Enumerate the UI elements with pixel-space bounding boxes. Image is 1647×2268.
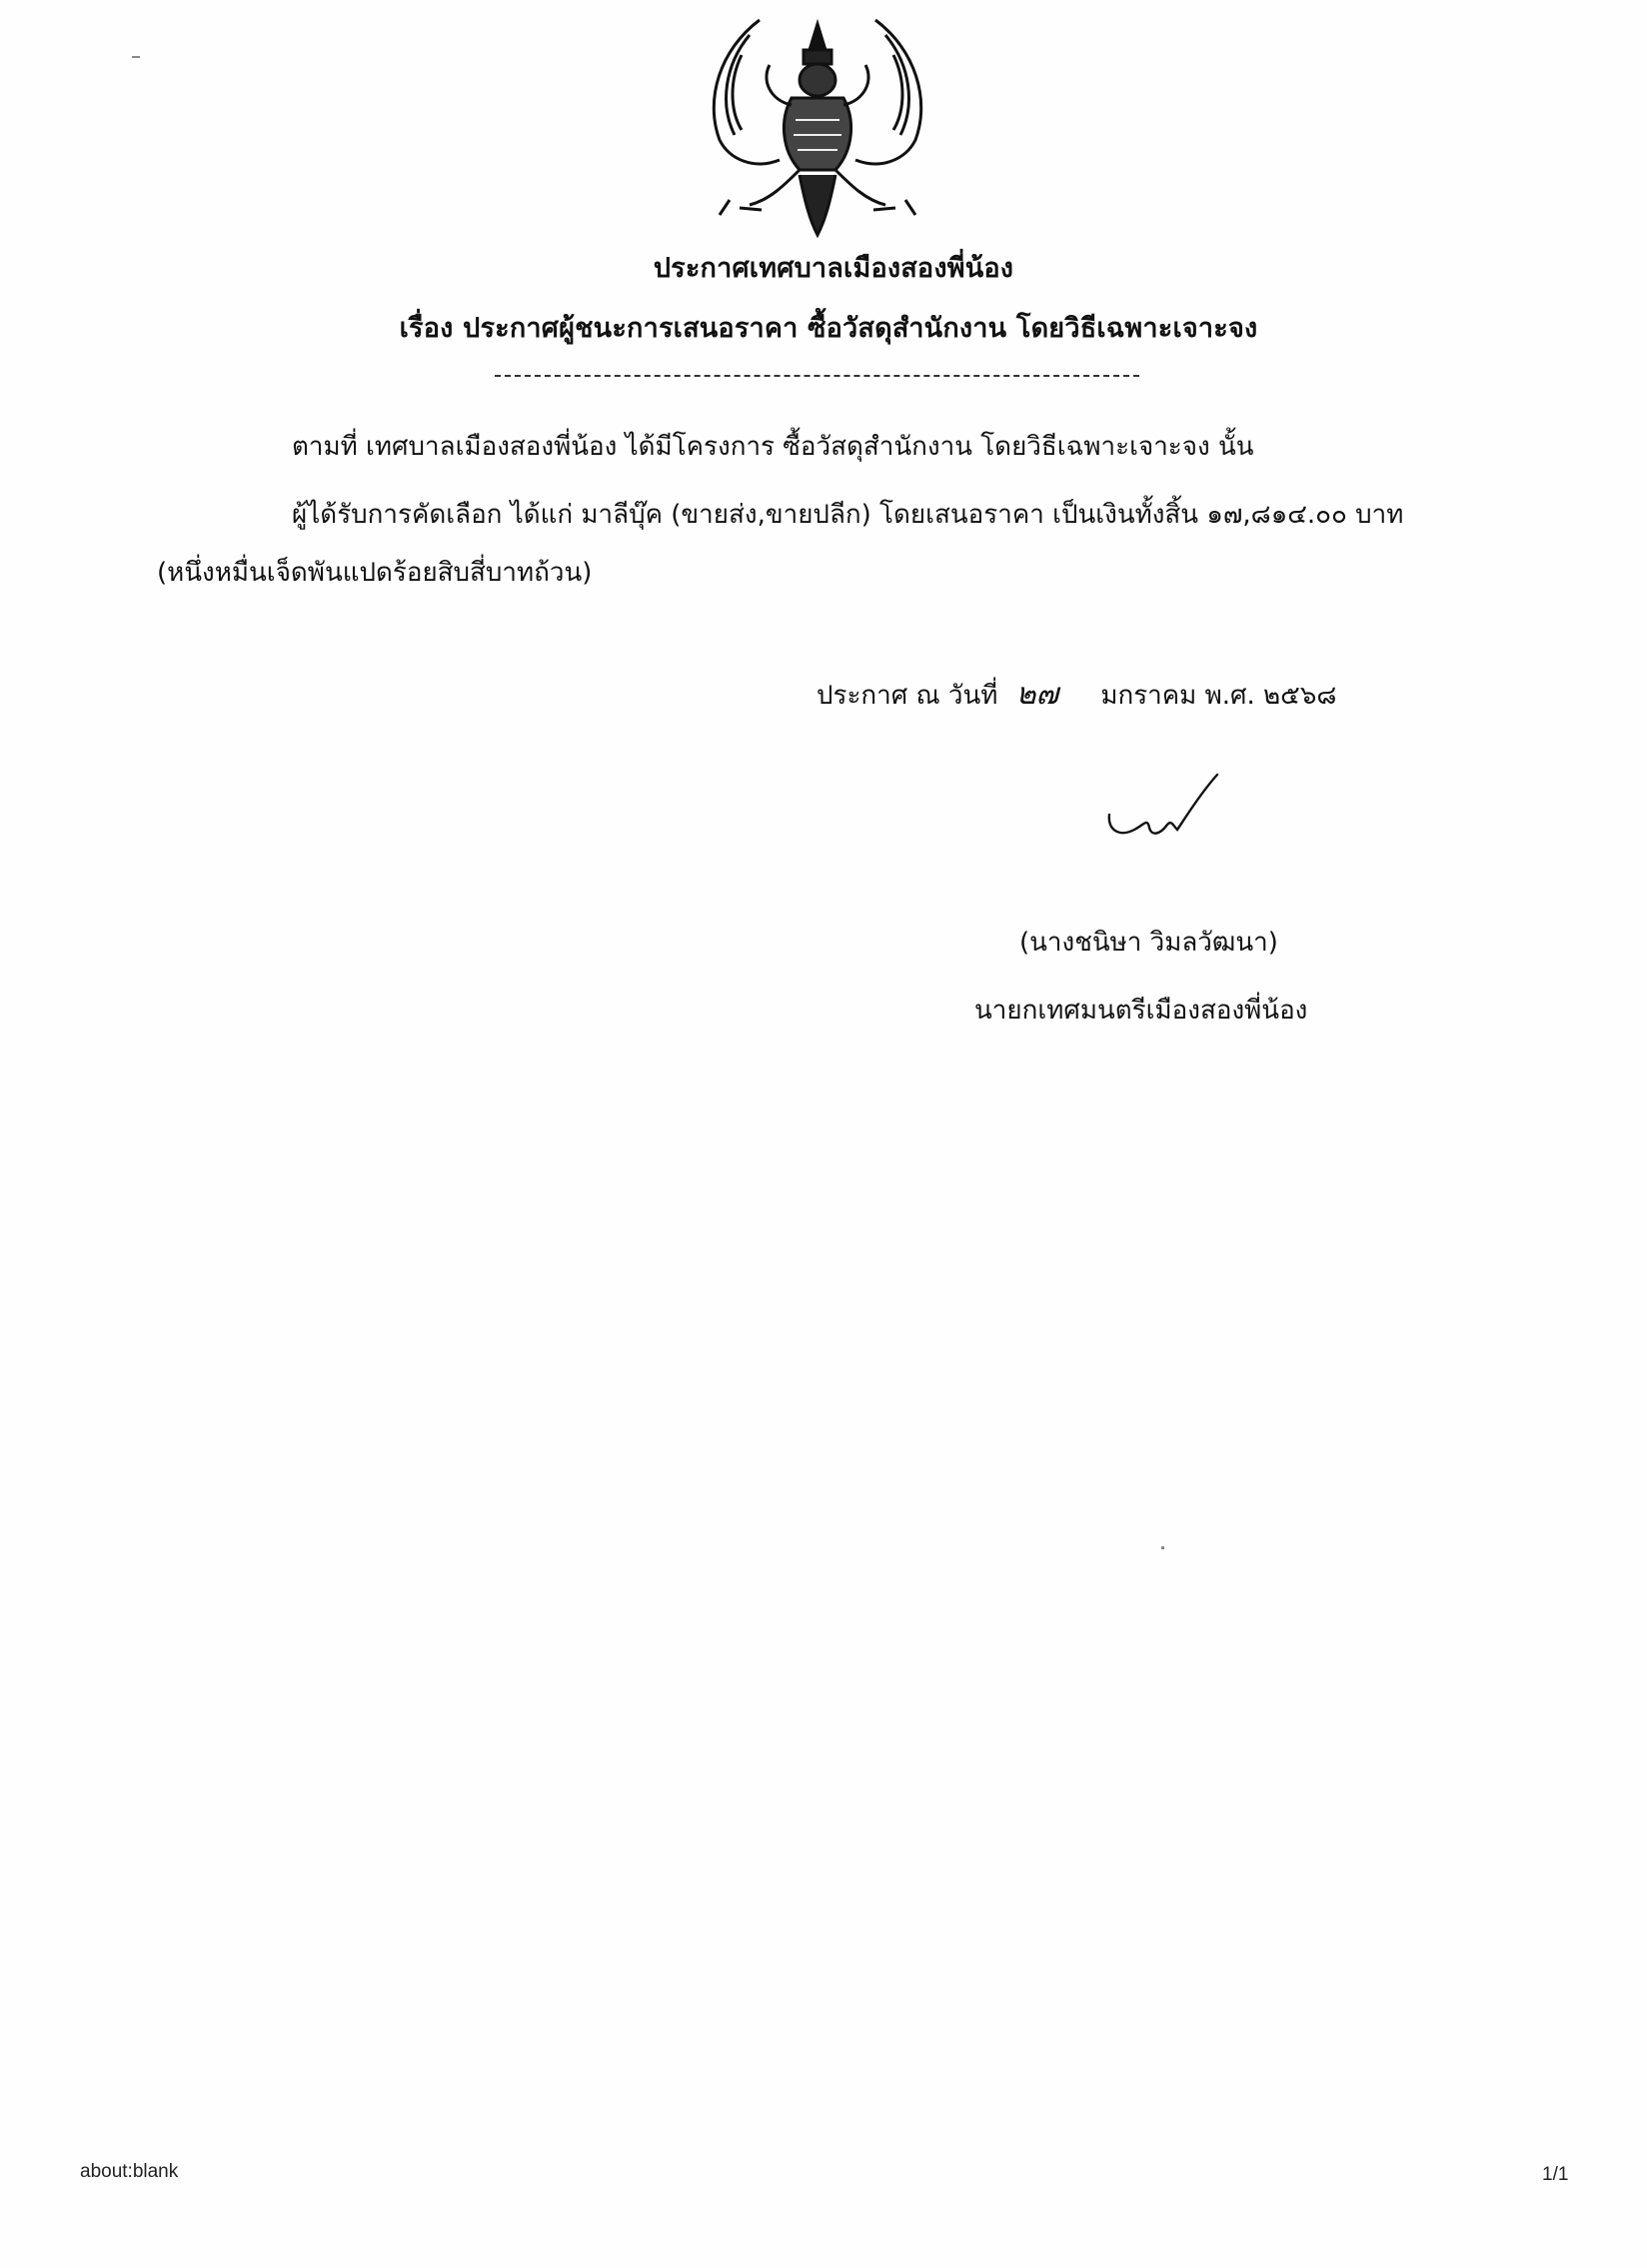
handwritten-signature (1099, 770, 1239, 850)
scan-speck (1161, 1546, 1164, 1549)
document-subject: เรื่อง ประกาศผู้ชนะการเสนอราคา ซื้อวัสดุสำนักงาน โดยวิธีเฉพาะเจาะจง (399, 313, 1258, 344)
body-paragraph-line-3: (หนึ่งหมื่นเจ็ดพันแปดร้อยสิบสี่บาทถ้วน) (157, 558, 593, 588)
footer-page-number: 1/1 (1542, 2164, 1569, 2185)
divider (495, 375, 1139, 377)
date-day-handwritten: ๒๗ (1015, 677, 1059, 712)
date-suffix: มกราคม พ.ศ. ๒๕๖๘ (1100, 681, 1337, 711)
document-title: ประกาศเทศบาลเมืองสองพี่น้อง (653, 253, 1014, 284)
body-paragraph-line-1: ตามที่ เทศบาลเมืองสองพี่น้อง ได้มีโครงการ ซื้อวัสดุสำนักงาน โดยวิธีเฉพาะเจาะจง นั้น (292, 432, 1254, 462)
scan-speck (132, 56, 140, 58)
announcement-date (817, 671, 1336, 718)
signatory-title: นายกเทศมนตรีเมืองสองพี่น้อง (974, 996, 1308, 1026)
date-prefix: ประกาศ ณ วันที่ (817, 681, 998, 711)
footer-url: about:blank (80, 2161, 179, 2182)
signatory-name: (นางชนิษา วิมลวัฒนา) (1019, 928, 1278, 958)
garuda-emblem (700, 10, 935, 240)
body-paragraph-line-2: ผู้ได้รับการคัดเลือก ได้แก่ มาลีบุ๊ค (ขายส่ง,ขายปลีก) โดยเสนอราคา เป็นเงินทั้งสิ้น ๑๗,๘๑๔.๐๐ บาท (292, 500, 1404, 530)
